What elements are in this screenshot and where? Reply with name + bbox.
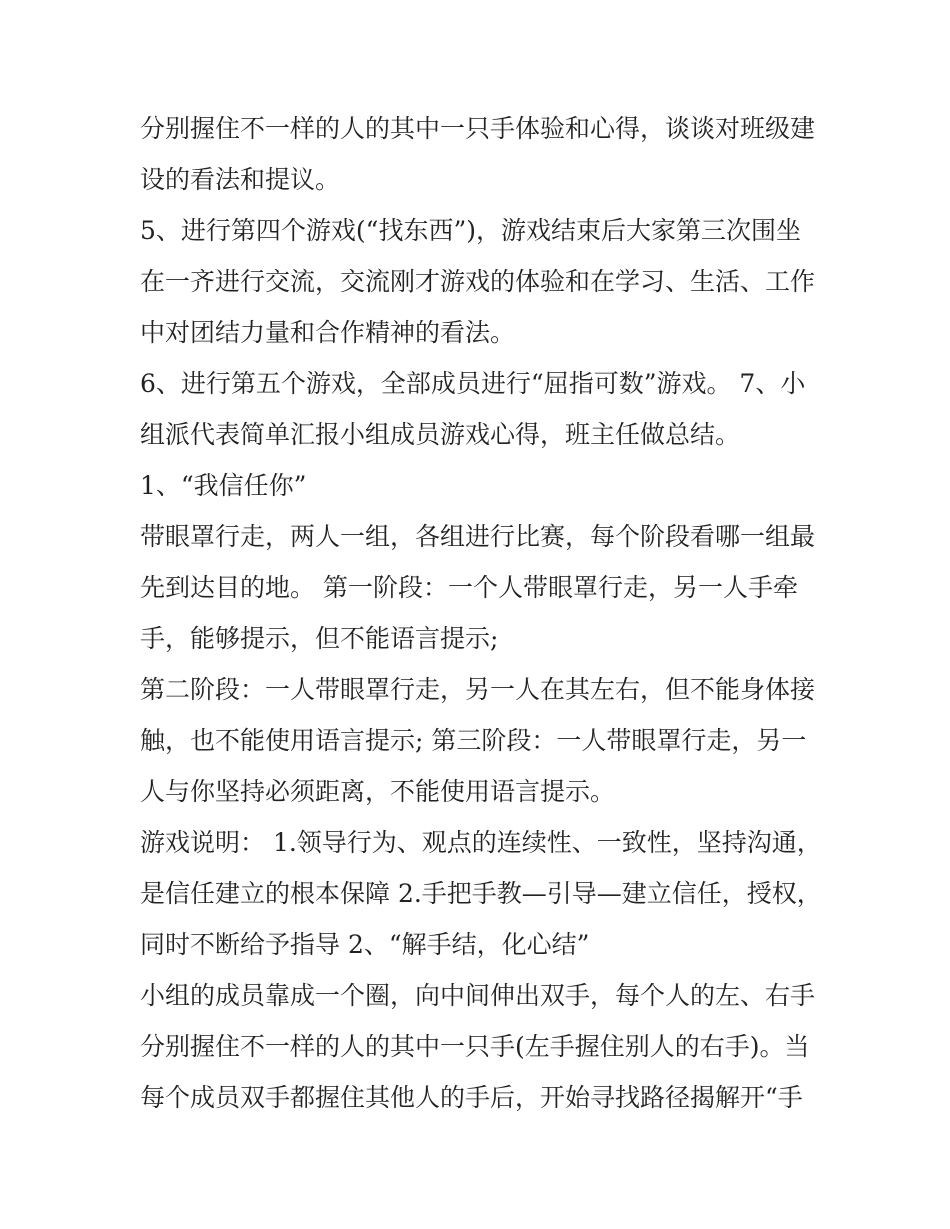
text-line: 人与你坚持必须距离，不能使用语言提示。	[140, 777, 616, 806]
text-line: 在一齐进行交流，交流刚才游戏的体验和在学习、生活、工作	[140, 267, 816, 296]
document-body	[140, 103, 840, 1123]
text-line: 组派代表简单汇报小组成员游戏心得，班主任做总结。	[140, 420, 741, 449]
text-line: 中对团结力量和合作精神的看法。	[140, 318, 516, 347]
text-line: 是信任建立的根本保障 2.手把手教—引导—建立信任，授权，	[140, 879, 822, 908]
text-line: 分别握住不一样的人的其中一只手体验和心得，谈谈对班级建	[140, 114, 816, 143]
text-line: 设的看法和提议。	[140, 165, 341, 194]
text-line: 1、“我信任你”	[140, 471, 307, 500]
text-line: 同时不断给予指导 2、“解手结，化心结”	[140, 930, 590, 959]
text-line: 手，能够提示，但不能语言提示;	[140, 624, 499, 653]
text-line: 分别握住不一样的人的其中一只手(左手握住别人的右手)。当	[140, 1032, 810, 1061]
text-line: 每个成员双手都握住其他人的手后，开始寻找路径揭解开“手	[140, 1083, 803, 1112]
text-line: 6、进行第五个游戏，全部成员进行“屈指可数”游戏。 7、小	[140, 369, 806, 398]
text-line: 带眼罩行走，两人一组，各组进行比赛，每个阶段看哪一组最	[140, 522, 816, 551]
text-line: 游戏说明： 1.领导行为、观点的连续性、一致性，坚持沟通，	[140, 828, 822, 857]
text-line: 第二阶段：一人带眼罩行走，另一人在其左右，但不能身体接	[140, 675, 816, 704]
text-line: 先到达目的地。 第一阶段：一个人带眼罩行走，另一人手牵	[140, 573, 798, 602]
text-line: 触，也不能使用语言提示; 第三阶段：一人带眼罩行走，另一	[140, 726, 807, 755]
text-line: 5、进行第四个游戏(“找东西”)，游戏结束后大家第三次围坐	[140, 216, 801, 245]
text-line: 小组的成员靠成一个圈，向中间伸出双手，每个人的左、右手	[140, 981, 816, 1010]
